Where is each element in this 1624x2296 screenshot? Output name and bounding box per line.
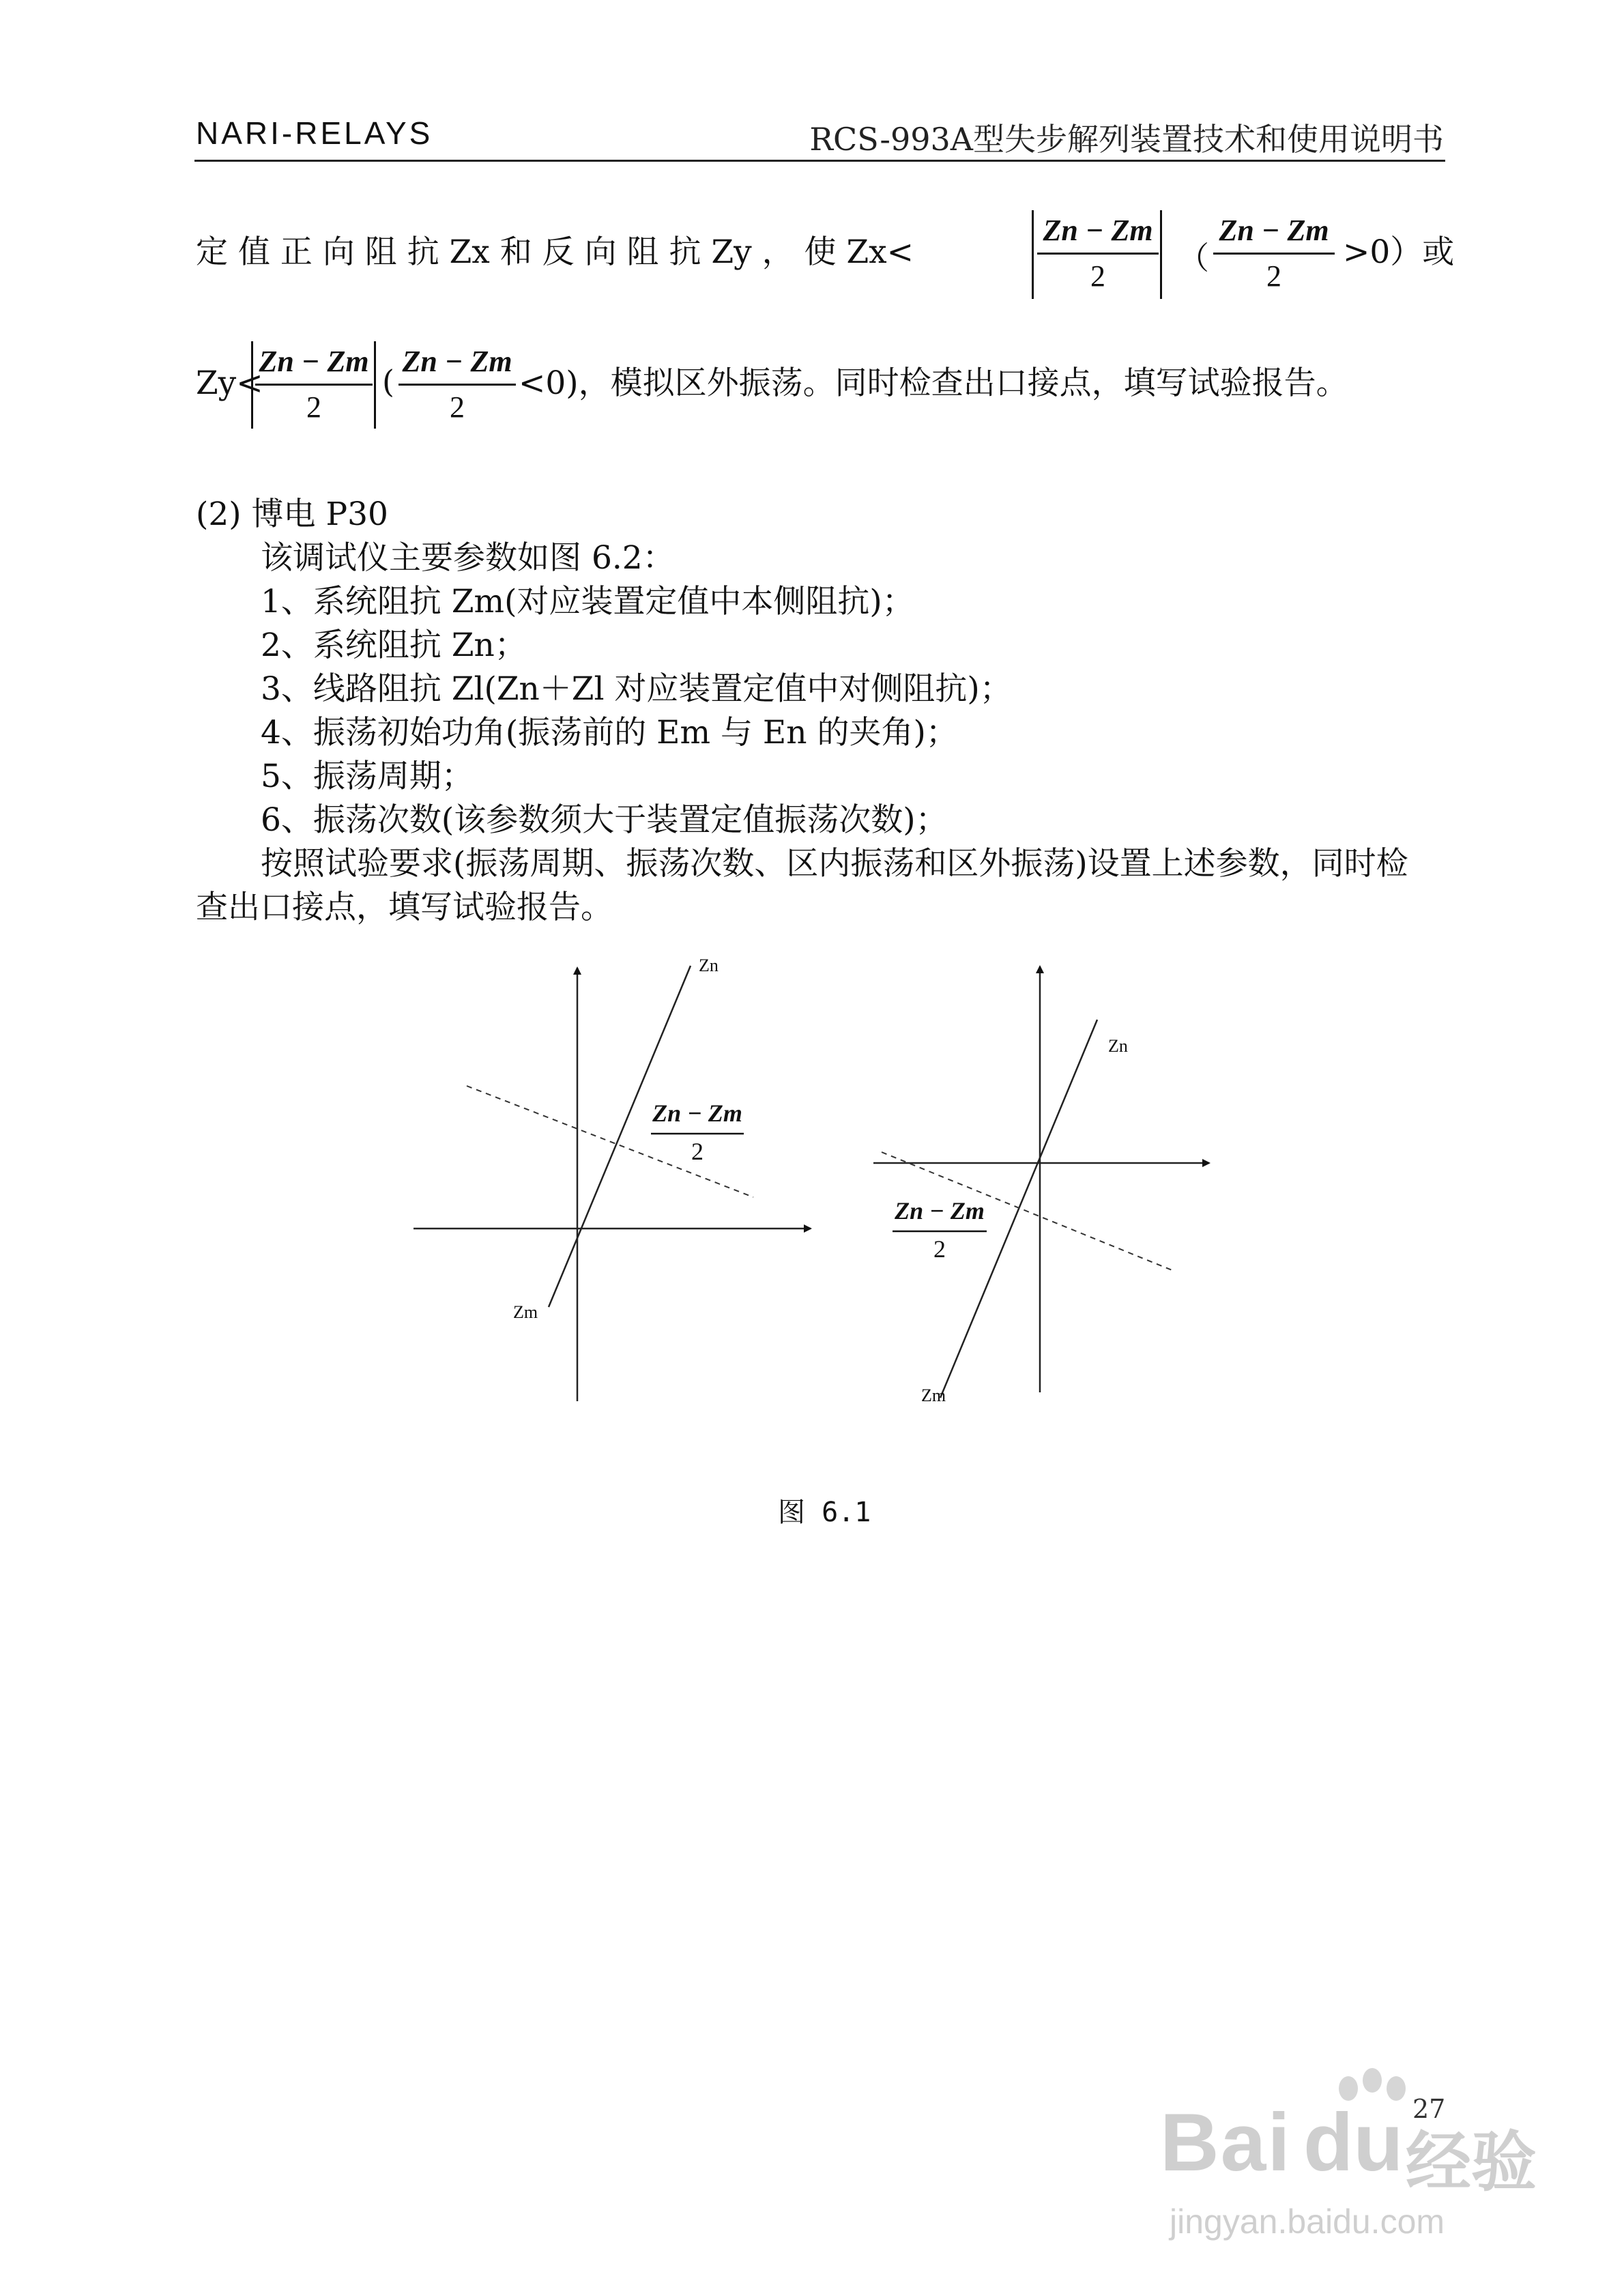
formula-numerator: Zn − Zm — [402, 345, 512, 378]
header-brand: NARI-RELAYS — [196, 115, 433, 151]
watermark-url: jingyan.baidu.com — [1170, 2202, 1445, 2241]
header-doc-title: RCS-993A型失步解列装置技术和使用说明书 — [809, 121, 1444, 158]
label-zm-left: Zm — [513, 1302, 538, 1322]
open-paren-1: （ — [1178, 240, 1209, 276]
figure-fraction-den-left: 2 — [691, 1138, 704, 1165]
line2-prefix: Zy< — [196, 364, 263, 402]
formula-denominator: 2 — [1090, 259, 1105, 293]
figure-fraction-num-left: Zn − Zm — [652, 1100, 742, 1127]
line1-condition: >0）或 — [1343, 233, 1455, 271]
section-intro: 该调试仪主要参数如图 6.2： — [261, 539, 675, 577]
line2-rest: <0)，模拟区外振荡。同时检查出口接点，填写试验报告。 — [519, 364, 1348, 402]
label-zm-right: Zm — [921, 1386, 946, 1405]
paragraph-line-2: 查出口接点，填写试验报告。 — [196, 889, 613, 926]
figure-fraction-den-right: 2 — [933, 1235, 946, 1263]
impedance-line — [549, 966, 691, 1307]
formula-denominator: 2 — [1266, 259, 1281, 293]
param-item-1: 1、系统阻抗 Zm(对应装置定值中本侧阻抗)； — [261, 583, 914, 620]
watermark-brand-du: du — [1303, 2097, 1404, 2188]
formula-numerator: Zn − Zm — [259, 345, 369, 378]
figure-fraction-num-right: Zn − Zm — [895, 1197, 985, 1224]
paragraph-line-1: 按照试验要求(振荡周期、振荡次数、区内振荡和区外振荡)设置上述参数，同时检 — [261, 845, 1408, 882]
param-item-5: 5、振荡周期； — [261, 758, 474, 795]
baidu-watermark — [1160, 2068, 1542, 2245]
param-item-3: 3、线路阻抗 Zl(Zn＋Zl 对应装置定值中对侧阻抗)； — [261, 670, 1012, 708]
param-item-6: 6、振荡次数(该参数须大于装置定值振荡次数)； — [261, 801, 948, 839]
figure-caption: 图 6.1 — [778, 1497, 871, 1528]
watermark-product: 经验 — [1406, 2124, 1537, 2200]
open-paren-2: ( — [382, 363, 394, 400]
diagram-left — [414, 966, 811, 1401]
label-zn-right: Zn — [1108, 1036, 1128, 1056]
diagram-right — [873, 966, 1209, 1398]
label-zn-left: Zn — [699, 956, 719, 975]
formula-denominator: 2 — [450, 390, 465, 424]
page-number: 27 — [1412, 2094, 1446, 2124]
formula-numerator: Zn − Zm — [1219, 214, 1329, 247]
param-item-4: 4、振荡初始功角(振荡前的 Em 与 En 的夹角)； — [261, 714, 958, 751]
param-item-2: 2、系统阻抗 Zn； — [261, 627, 527, 664]
section-title: (2) 博电 P30 — [196, 496, 388, 533]
watermark-brand: Bai — [1160, 2097, 1292, 2188]
formula-denominator: 2 — [306, 390, 321, 424]
line1-text: 定 值 正 向 阻 抗 Zx 和 反 向 阻 抗 Zy ， 使 Zx< — [196, 233, 914, 271]
formula-numerator: Zn − Zm — [1043, 214, 1153, 247]
